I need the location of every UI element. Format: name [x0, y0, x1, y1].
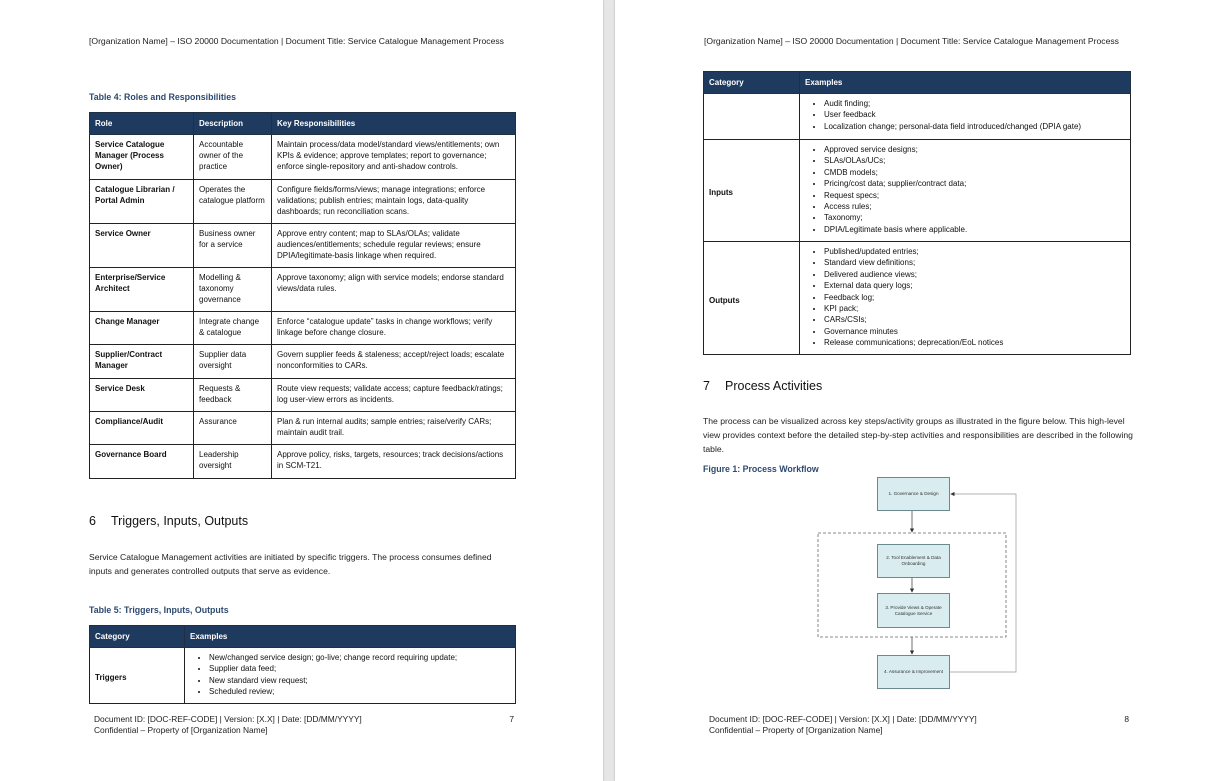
responsibilities-cell: Approve taxonomy; align with service models; endorse standard views/data rules.: [272, 268, 516, 312]
document-page-8: [615, 0, 1218, 781]
section-number: 6: [89, 514, 96, 528]
column-header-examples: Examples: [185, 626, 516, 648]
page-number: 8: [1124, 714, 1129, 724]
table-row: [90, 345, 516, 379]
examples-cell: [800, 140, 1131, 242]
role-cell: Change Manager: [90, 312, 194, 345]
section-title: Triggers, Inputs, Outputs: [111, 514, 249, 528]
list-item: • Standard view definitions;: [824, 257, 1125, 268]
responsibilities-cell: Approve entry content; map to SLAs/OLAs; validate audiences/entitlements; schedule regular reviews; ensure DPIA/legitimate-basis linkage when required.: [272, 224, 516, 268]
list-item: • Release communications; deprecation/EoL notices: [824, 337, 1125, 348]
triggers-table: [89, 625, 516, 704]
description-cell: Requests & feedback: [194, 379, 272, 412]
list-item: • User feedback: [824, 109, 1125, 120]
column-header-role: Role: [90, 113, 194, 135]
responsibilities-cell: Govern supplier feeds & staleness; accept/reject loads; escalate nonconformities to CARs.: [272, 345, 516, 379]
role-cell: Enterprise/Service Architect: [90, 268, 194, 312]
table-4-caption: Table 4: Roles and Responsibilities: [89, 92, 236, 102]
description-cell: Accountable owner of the practice: [194, 135, 272, 180]
table-row: [90, 648, 516, 704]
page-footer: [94, 714, 514, 736]
column-header-category: Category: [90, 626, 185, 648]
triggers-list: [190, 652, 510, 698]
description-cell: Modelling & taxonomy governance: [194, 268, 272, 312]
description-cell: Supplier data oversight: [194, 345, 272, 379]
responsibilities-cell: Route view requests; validate access; capture feedback/ratings; log user-view errors as incidents.: [272, 379, 516, 412]
section-title: Process Activities: [725, 379, 823, 393]
category-cell: Triggers: [90, 648, 185, 704]
list-item: • Governance minutes: [824, 326, 1125, 337]
list-item: • Feedback log;: [824, 292, 1125, 303]
table-header-row: [90, 113, 516, 135]
table-row: [704, 140, 1131, 242]
list-item: • Access rules;: [824, 201, 1125, 212]
table-header-row: [90, 626, 516, 648]
section-7-heading: [703, 379, 822, 393]
column-header-description: Description: [194, 113, 272, 135]
document-page-7: [0, 0, 603, 781]
description-cell: Leadership oversight: [194, 445, 272, 479]
table-header-row: [704, 72, 1131, 94]
description-cell: Integrate change & catalogue: [194, 312, 272, 345]
table-row: [90, 180, 516, 224]
footer-confidential: Confidential – Property of [Organization Name]: [94, 725, 268, 735]
page-header: [Organization Name] – ISO 20000 Documentation | Document Title: Service Catalogue Management Process: [704, 36, 1119, 46]
table-row: [90, 412, 516, 445]
list-item: • CARs/CSIs;: [824, 314, 1125, 325]
table-row: [90, 268, 516, 312]
footer-doc-line: Document ID: [DOC-REF-CODE] | Version: [X.X] | Date: [DD/MM/YYYY]: [709, 714, 977, 724]
page-number: 7: [509, 714, 514, 724]
step-tool-enablement: 2. Tool Enablement & Data Onboarding: [877, 544, 950, 578]
role-cell: Service Desk: [90, 379, 194, 412]
responsibilities-cell: Configure fields/forms/views; manage integrations; enforce validations; publish entries; maintain logs, data-quality dashboards; run reconciliation scans.: [272, 180, 516, 224]
section-6-paragraph: Service Catalogue Management activities are initiated by specific triggers. The process consumes defined inputs and generates controlled outputs that serve as evidence.: [89, 552, 492, 576]
category-cell: Outputs: [704, 242, 800, 355]
step-provide-views: 3. Provide Views & Operate Catalogue Service: [877, 593, 950, 628]
table-row: [90, 224, 516, 268]
role-cell: Supplier/Contract Manager: [90, 345, 194, 379]
list-item: • Pricing/cost data; supplier/contract data;: [824, 178, 1125, 189]
figure-1-caption: Figure 1: Process Workflow: [703, 464, 819, 474]
list-item: • New/changed service design; go-live; change record requiring update;: [209, 652, 510, 663]
role-cell: Governance Board: [90, 445, 194, 479]
column-header-responsibilities: Key Responsibilities: [272, 113, 516, 135]
list-item: • Scheduled review;: [209, 686, 510, 697]
list-item: • Published/updated entries;: [824, 246, 1125, 257]
step-governance-design: 1. Governance & Design: [877, 477, 950, 511]
section-6-heading: [89, 514, 248, 528]
footer-doc-line: Document ID: [DOC-REF-CODE] | Version: [X.X] | Date: [DD/MM/YYYY]: [94, 714, 362, 724]
table-5-caption: Table 5: Triggers, Inputs, Outputs: [89, 605, 229, 615]
list-item: • Request specs;: [824, 190, 1125, 201]
section-number: 7: [703, 379, 710, 393]
table-row: [90, 135, 516, 180]
list-item: • Delivered audience views;: [824, 269, 1125, 280]
list-item: • Localization change; personal-data field introduced/changed (DPIA gate): [824, 121, 1125, 132]
role-cell: Catalogue Librarian / Portal Admin: [90, 180, 194, 224]
column-header-examples: Examples: [800, 72, 1131, 94]
list-item: • DPIA/Legitimate basis where applicable.: [824, 224, 1125, 235]
description-cell: Operates the catalogue platform: [194, 180, 272, 224]
category-cell: [704, 94, 800, 140]
section-7-paragraph: The process can be visualized across key steps/activity groups as illustrated in the figure below. This high-level view provides context before the detailed step-by-step activities and responsibilities are described in the following table.: [703, 416, 1133, 454]
role-cell: Compliance/Audit: [90, 412, 194, 445]
inputs-list: [805, 144, 1125, 235]
examples-cell: [800, 242, 1131, 355]
table-row: [90, 312, 516, 345]
list-item: • Supplier data feed;: [209, 663, 510, 674]
category-cell: Inputs: [704, 140, 800, 242]
list-item: • New standard view request;: [209, 675, 510, 686]
outputs-list: [805, 246, 1125, 349]
triggers-continued-list: [805, 98, 1125, 132]
list-item: • Audit finding;: [824, 98, 1125, 109]
table-row: [704, 242, 1131, 355]
table-row: [90, 445, 516, 479]
list-item: • KPI pack;: [824, 303, 1125, 314]
column-header-category: Category: [704, 72, 800, 94]
role-cell: Service Catalogue Manager (Process Owner): [90, 135, 194, 180]
description-cell: Assurance: [194, 412, 272, 445]
roles-table: [89, 112, 516, 479]
responsibilities-cell: Approve policy, risks, targets, resources; track decisions/actions in SCM-T21.: [272, 445, 516, 479]
step-assurance-improvement: 4. Assurance & Improvement: [877, 655, 950, 689]
role-cell: Service Owner: [90, 224, 194, 268]
triggers-table-continued: [703, 71, 1131, 355]
examples-cell: [800, 94, 1131, 140]
footer-confidential: Confidential – Property of [Organization Name]: [709, 725, 883, 735]
page-header: [Organization Name] – ISO 20000 Documentation | Document Title: Service Catalogue Management Process: [89, 36, 504, 46]
responsibilities-cell: Enforce “catalogue update” tasks in change workflows; verify linkage before change closure.: [272, 312, 516, 345]
page-footer: [709, 714, 1129, 736]
list-item: • CMDB models;: [824, 167, 1125, 178]
responsibilities-cell: Maintain process/data model/standard views/entitlements; own KPIs & evidence; approve templates; report to governance; enforce single-repository and anti-shadow controls.: [272, 135, 516, 180]
list-item: • External data query logs;: [824, 280, 1125, 291]
list-item: • Approved service designs;: [824, 144, 1125, 155]
description-cell: Business owner for a service: [194, 224, 272, 268]
responsibilities-cell: Plan & run internal audits; sample entries; raise/verify CARs; maintain audit trail.: [272, 412, 516, 445]
feedback-loop-arrow: [950, 494, 1016, 672]
examples-cell: [185, 648, 516, 704]
list-item: • Taxonomy;: [824, 212, 1125, 223]
table-row: [90, 379, 516, 412]
table-row: [704, 94, 1131, 140]
list-item: • SLAs/OLAs/UCs;: [824, 155, 1125, 166]
